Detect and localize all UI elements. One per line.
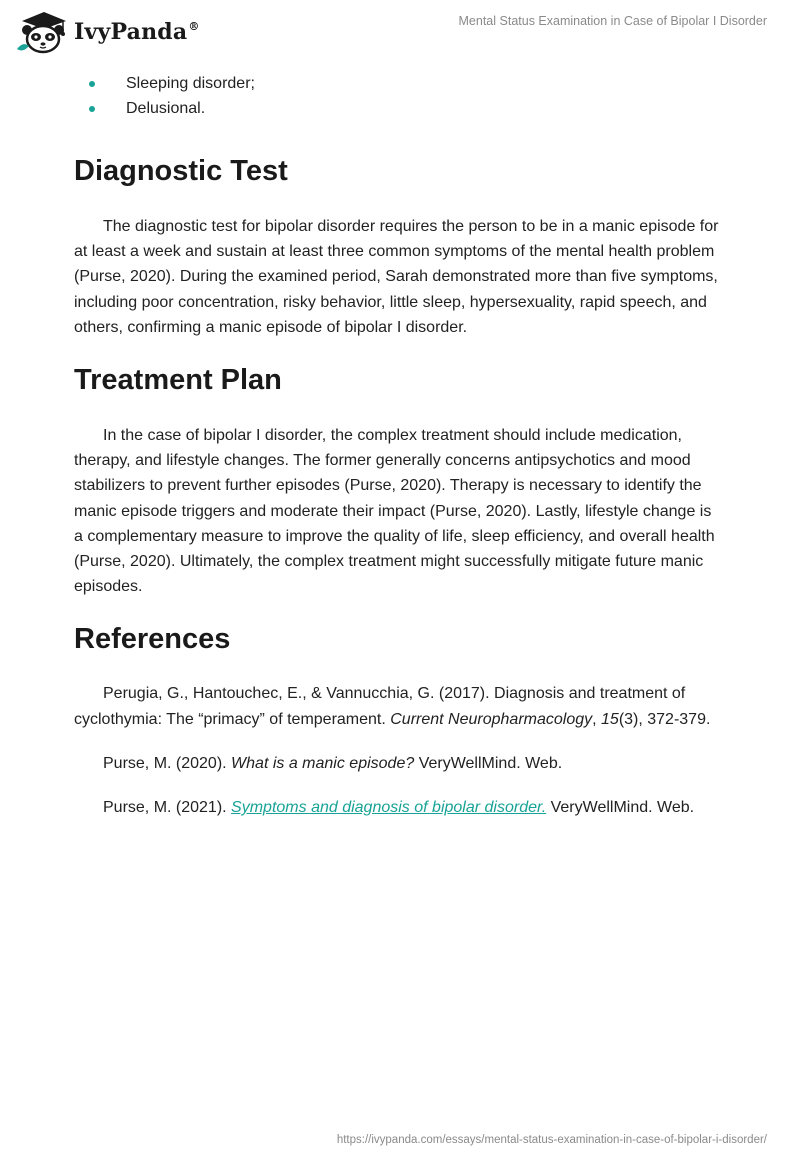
reference-link[interactable]: Symptoms and diagnosis of bipolar disorder.	[231, 799, 547, 817]
list-item: Delusional.	[74, 97, 724, 122]
section-heading-references: References	[74, 623, 231, 656]
reference-item: Purse, M. (2021). Symptoms and diagnosis of bipolar disorder. VeryWellMind. Web.	[103, 799, 695, 817]
list-item: Sleeping disorder;	[74, 72, 724, 97]
source-url: https://ivypanda.com/essays/mental-status-examination-in-case-of-bipolar-i-disorder/	[336, 1134, 767, 1146]
page-header	[0, 0, 800, 60]
treatment-paragraph: In the case of bipolar I disorder, the complex treatment should include medication, therapy, and lifestyle changes. The former generally concerns antipsychotics and mood stabilizers to prevent further episodes (Purse, 2020). Therapy is necessary to identify the manic episode triggers and moderate their impact (Purse, 2020). Lastly, lifestyle change is a complementary measure to improve the quality of life, sleep efficiency, and overall health (Purse, 2020). Ultimately, the complex treatment might successfully mitigate future manic episodes.	[74, 427, 715, 596]
panda-logo-icon	[14, 9, 72, 55]
diagnostic-paragraph: The diagnostic test for bipolar disorder requires the person to be in a manic episode for at least a week and sustain at least three common symptoms of the mental health problem (Purse, 2020). During the examined period, Sarah demonstrated more than five symptoms, including poor concentration, risky behavior, little sleep, hypersexuality, rapid speech, and others, confirming a manic episode of bipolar I disorder.	[74, 218, 719, 336]
document-body	[74, 72, 724, 820]
section-heading-treatment: Treatment Plan	[74, 364, 282, 397]
section-heading-diagnostic: Diagnostic Test	[74, 155, 288, 187]
bullet-icon	[89, 81, 95, 87]
ivypanda-logo[interactable]	[14, 9, 200, 55]
running-title: Mental Status Examination in Case of Bipolar I Disorder	[458, 14, 767, 28]
reference-item: Perugia, G., Hantouchec, E., & Vannucchia, G. (2017). Diagnosis and treatment of cyclothymia: The “primacy” of temperament. Current Neuropharmacology, 15(3), 372-379.	[74, 685, 711, 728]
bullet-icon	[89, 106, 95, 112]
symptom-list	[74, 72, 724, 121]
brand-name: IvyPanda®	[74, 19, 200, 45]
reference-item: Purse, M. (2020). What is a manic episode? VeryWellMind. Web.	[103, 754, 563, 772]
